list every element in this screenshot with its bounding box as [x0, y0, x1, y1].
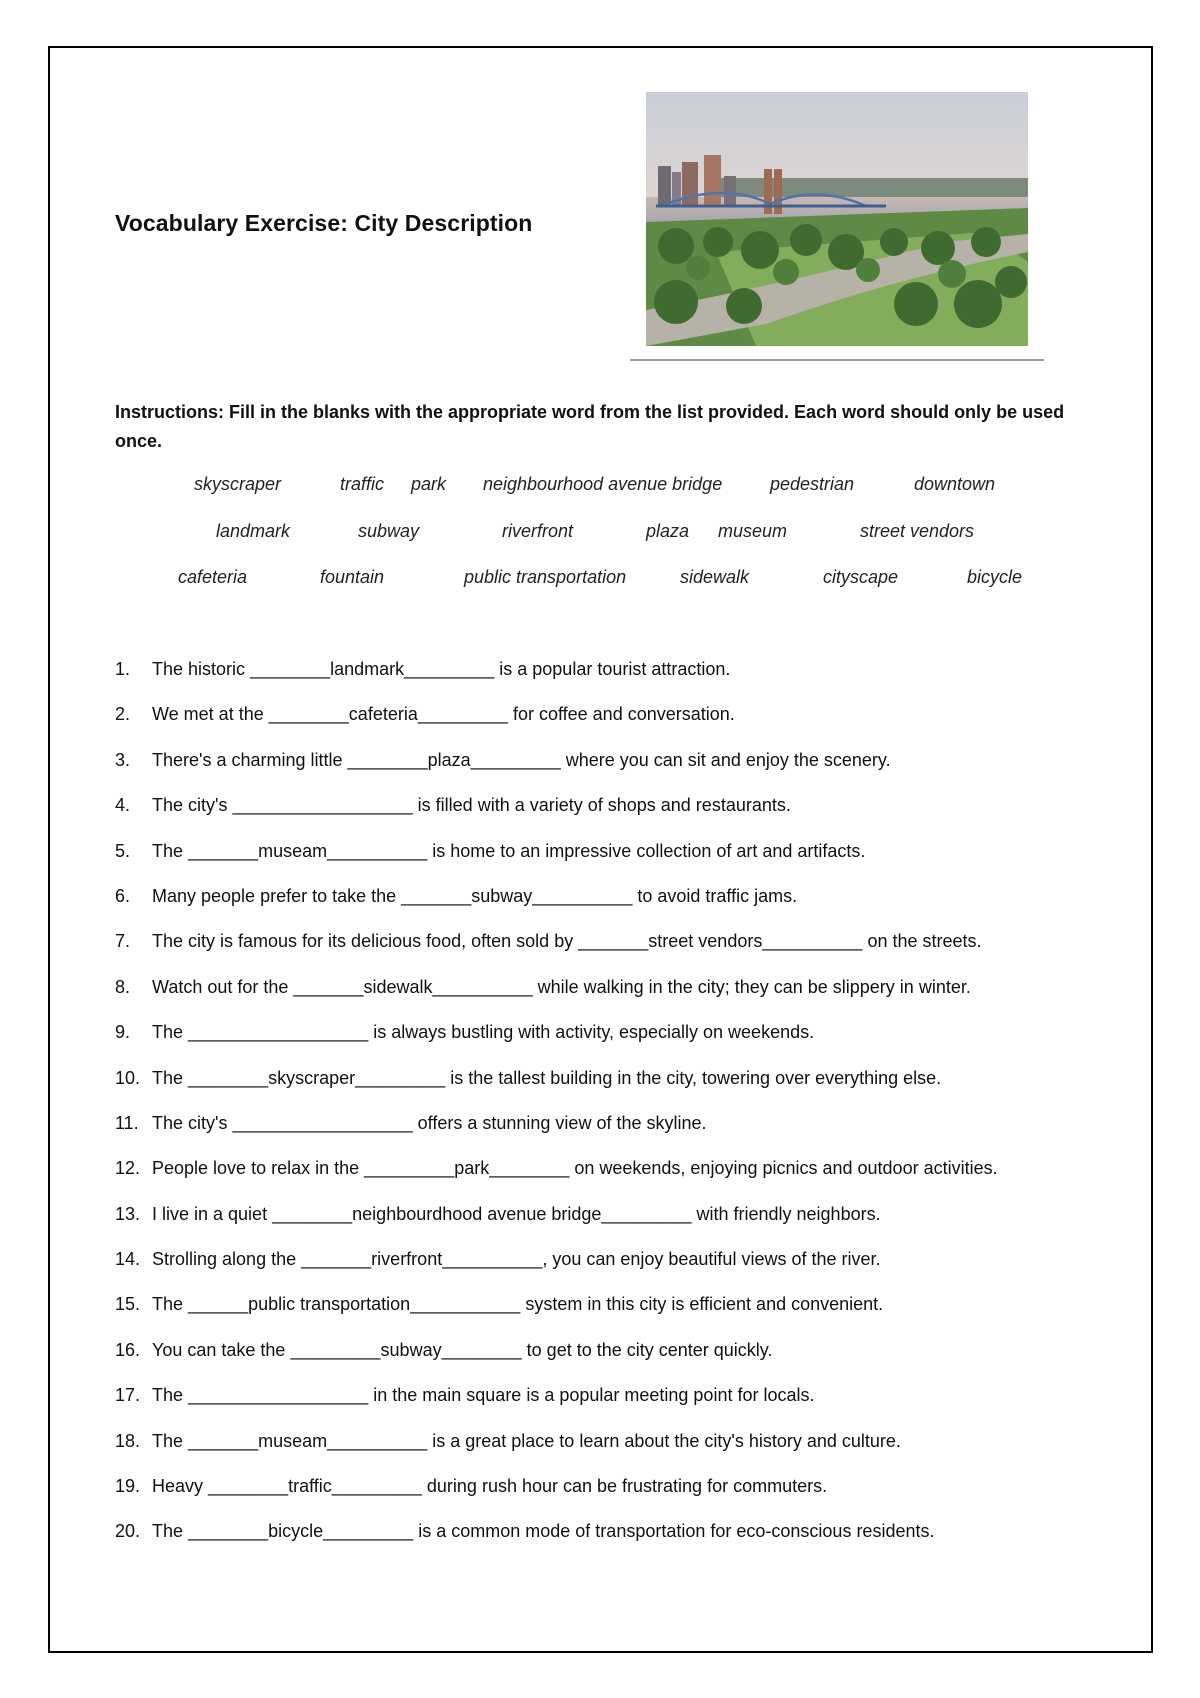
sentence-end: is the tallest building in the city, towering over everything else. — [445, 1067, 942, 1088]
item-number: 9. — [115, 1022, 131, 1043]
sentence-end: during rush hour can be frustrating for commuters. — [421, 1476, 828, 1497]
exercise-item — [115, 1290, 1105, 1318]
sentence-start: Strolling along the — [152, 1249, 302, 1270]
item-number: 19. — [115, 1476, 141, 1497]
answer-blank[interactable]: __________________ — [232, 1112, 413, 1133]
word-bank-item: cafeteria — [178, 567, 248, 587]
sentence-end: is home to an impressive collection of art and artifacts. — [427, 840, 866, 861]
exercise-item — [115, 1427, 1105, 1455]
item-number: 17. — [115, 1385, 141, 1406]
sentence-end: system in this city is efficient and convenient. — [520, 1294, 884, 1315]
sentence-start: The — [152, 1022, 189, 1043]
answer-blank[interactable]: ________skyscraper_________ — [188, 1067, 446, 1088]
word-bank-item: downtown — [914, 474, 996, 494]
sentence-start: The — [152, 840, 189, 861]
item-number: 8. — [115, 976, 131, 997]
word-bank-item: street vendors — [860, 521, 975, 541]
sentence-start: The city is famous for its delicious food, often sold by — [152, 931, 579, 952]
exercise-item — [115, 1517, 1105, 1545]
exercise-item — [115, 1154, 1105, 1182]
sentence-start: We met at the — [152, 704, 269, 725]
sentence-start: People love to relax in the — [152, 1158, 365, 1179]
exercise-item — [115, 1472, 1105, 1500]
exercise-item — [115, 1018, 1105, 1046]
word-bank-item: cityscape — [823, 567, 899, 587]
answer-blank[interactable]: _______riverfront__________ — [301, 1249, 543, 1270]
sentence-start: The — [152, 1385, 189, 1406]
sentence-start: The city's — [152, 1112, 233, 1133]
sentence-end: to avoid traffic jams. — [632, 885, 798, 906]
exercise-item — [115, 1200, 1105, 1228]
answer-blank[interactable]: _________park________ — [364, 1158, 570, 1179]
sentence-end: is always bustling with activity, especially on weekends. — [368, 1022, 815, 1043]
answer-blank[interactable]: ________plaza_________ — [347, 749, 561, 770]
item-number: 3. — [115, 749, 131, 770]
sentence-start: The historic — [152, 659, 251, 679]
answer-blank[interactable]: __________________ — [232, 795, 413, 816]
answer-blank[interactable]: ________cafeteria_________ — [268, 704, 508, 725]
sentence-end: is a common mode of transportation for eco-conscious residents. — [413, 1521, 935, 1542]
item-number: 11. — [115, 1112, 139, 1133]
word-bank-item: plaza — [646, 521, 690, 541]
answer-blank[interactable]: ________landmark_________ — [250, 659, 495, 679]
exercise-item — [115, 1109, 1105, 1137]
word-bank-item: park — [411, 474, 447, 494]
sentence-end: on the streets. — [862, 931, 982, 952]
sentence-end: is filled with a variety of shops and restaurants. — [412, 795, 791, 816]
exercise-item — [115, 927, 1105, 955]
word-bank-item: riverfront — [502, 521, 574, 541]
exercise-item — [115, 973, 1105, 1001]
exercise-item — [115, 1245, 1105, 1273]
sentence-end: to get to the city center quickly. — [521, 1339, 773, 1360]
sentence-start: The — [152, 1430, 189, 1451]
exercise-item — [115, 791, 1105, 819]
sentence-end: is a popular tourist attraction. — [494, 659, 731, 679]
answer-blank[interactable]: _______street vendors__________ — [578, 931, 863, 952]
answer-blank[interactable]: __________________ — [188, 1022, 369, 1043]
answer-blank[interactable]: _______museam__________ — [188, 1430, 428, 1451]
answer-blank[interactable]: _______museam__________ — [188, 840, 428, 861]
item-number: 10. — [115, 1067, 141, 1088]
word-bank-item: landmark — [216, 521, 291, 541]
item-number: 15. — [115, 1294, 141, 1315]
answer-blank[interactable]: ________traffic_________ — [208, 1476, 422, 1497]
item-number: 18. — [115, 1430, 141, 1451]
answer-blank[interactable]: __________________ — [188, 1385, 369, 1406]
sentence-start: Heavy — [152, 1476, 209, 1497]
item-number: 7. — [115, 931, 131, 952]
sentence-end: where you can sit and enjoy the scenery. — [560, 749, 891, 770]
exercise-list — [115, 655, 1105, 1563]
exercise-item — [115, 1381, 1105, 1409]
word-bank-item: skyscraper — [194, 474, 282, 494]
sentence-end: with friendly neighbors. — [691, 1203, 881, 1224]
word-bank-item: museum — [718, 521, 788, 541]
exercise-item — [115, 1064, 1105, 1092]
sentence-start: The — [152, 1521, 189, 1542]
sentence-start: Watch out for the — [152, 976, 294, 997]
photo-divider — [630, 359, 1044, 361]
sentence-end: offers a stunning view of the skyline. — [412, 1112, 707, 1133]
item-number: 20. — [115, 1521, 141, 1542]
word-bank-item: neighbourhood avenue bridge — [483, 474, 723, 494]
word-bank-item: traffic — [340, 474, 385, 494]
sentence-start: I live in a quiet — [152, 1203, 273, 1224]
answer-blank[interactable]: ________neighbourdhood avenue bridge_________ — [272, 1203, 692, 1224]
sentence-end: in the main square is a popular meeting point for locals. — [368, 1385, 815, 1406]
item-number: 16. — [115, 1339, 141, 1360]
word-bank-item: fountain — [320, 567, 385, 587]
sentence-end: while walking in the city; they can be slippery in winter. — [532, 976, 971, 997]
sentence-end: on weekends, enjoying picnics and outdoor activities. — [569, 1158, 998, 1179]
sentence-end: , you can enjoy beautiful views of the river. — [542, 1249, 881, 1270]
exercise-item — [115, 746, 1105, 774]
answer-blank[interactable]: _________subway________ — [290, 1339, 522, 1360]
worksheet-title: Vocabulary Exercise: City Description — [115, 210, 533, 236]
sentence-start: The city's — [152, 795, 233, 816]
sentence-start: There's a charming little — [152, 749, 348, 770]
answer-blank[interactable]: _______sidewalk__________ — [293, 976, 533, 997]
item-number: 4. — [115, 795, 131, 816]
riverfront-photo — [646, 92, 1028, 346]
item-number: 5. — [115, 840, 131, 861]
word-bank-item: pedestrian — [770, 474, 855, 494]
sentence-start: Many people prefer to take the — [152, 885, 402, 906]
exercise-item — [115, 655, 1105, 683]
word-bank-item: subway — [358, 521, 420, 541]
item-number: 14. — [115, 1249, 141, 1270]
item-number: 6. — [115, 885, 131, 906]
answer-blank[interactable]: _______subway__________ — [401, 885, 633, 906]
item-number: 2. — [115, 704, 131, 725]
exercise-item — [115, 882, 1105, 910]
item-number: 12. — [115, 1158, 141, 1179]
instructions-text: Instructions: Fill in the blanks with the appropriate word from the list provided. Each word should only be used once. — [115, 402, 1065, 451]
sentence-start: The — [152, 1067, 189, 1088]
exercise-item — [115, 837, 1105, 865]
word-bank-item: sidewalk — [680, 567, 750, 587]
sentence-end: is a great place to learn about the city's history and culture. — [427, 1430, 901, 1451]
item-number: 13. — [115, 1203, 141, 1224]
word-bank-item: bicycle — [967, 567, 1023, 587]
answer-blank[interactable]: ______public transportation___________ — [188, 1294, 521, 1315]
answer-blank[interactable]: ________bicycle_________ — [188, 1521, 414, 1542]
sentence-end: for coffee and conversation. — [507, 704, 735, 725]
item-number: 1. — [115, 659, 131, 679]
exercise-item — [115, 1336, 1105, 1364]
sentence-start: The — [152, 1294, 189, 1315]
word-bank-item: public transportation — [464, 567, 627, 587]
sentence-start: You can take the — [152, 1339, 291, 1360]
exercise-item — [115, 700, 1105, 728]
